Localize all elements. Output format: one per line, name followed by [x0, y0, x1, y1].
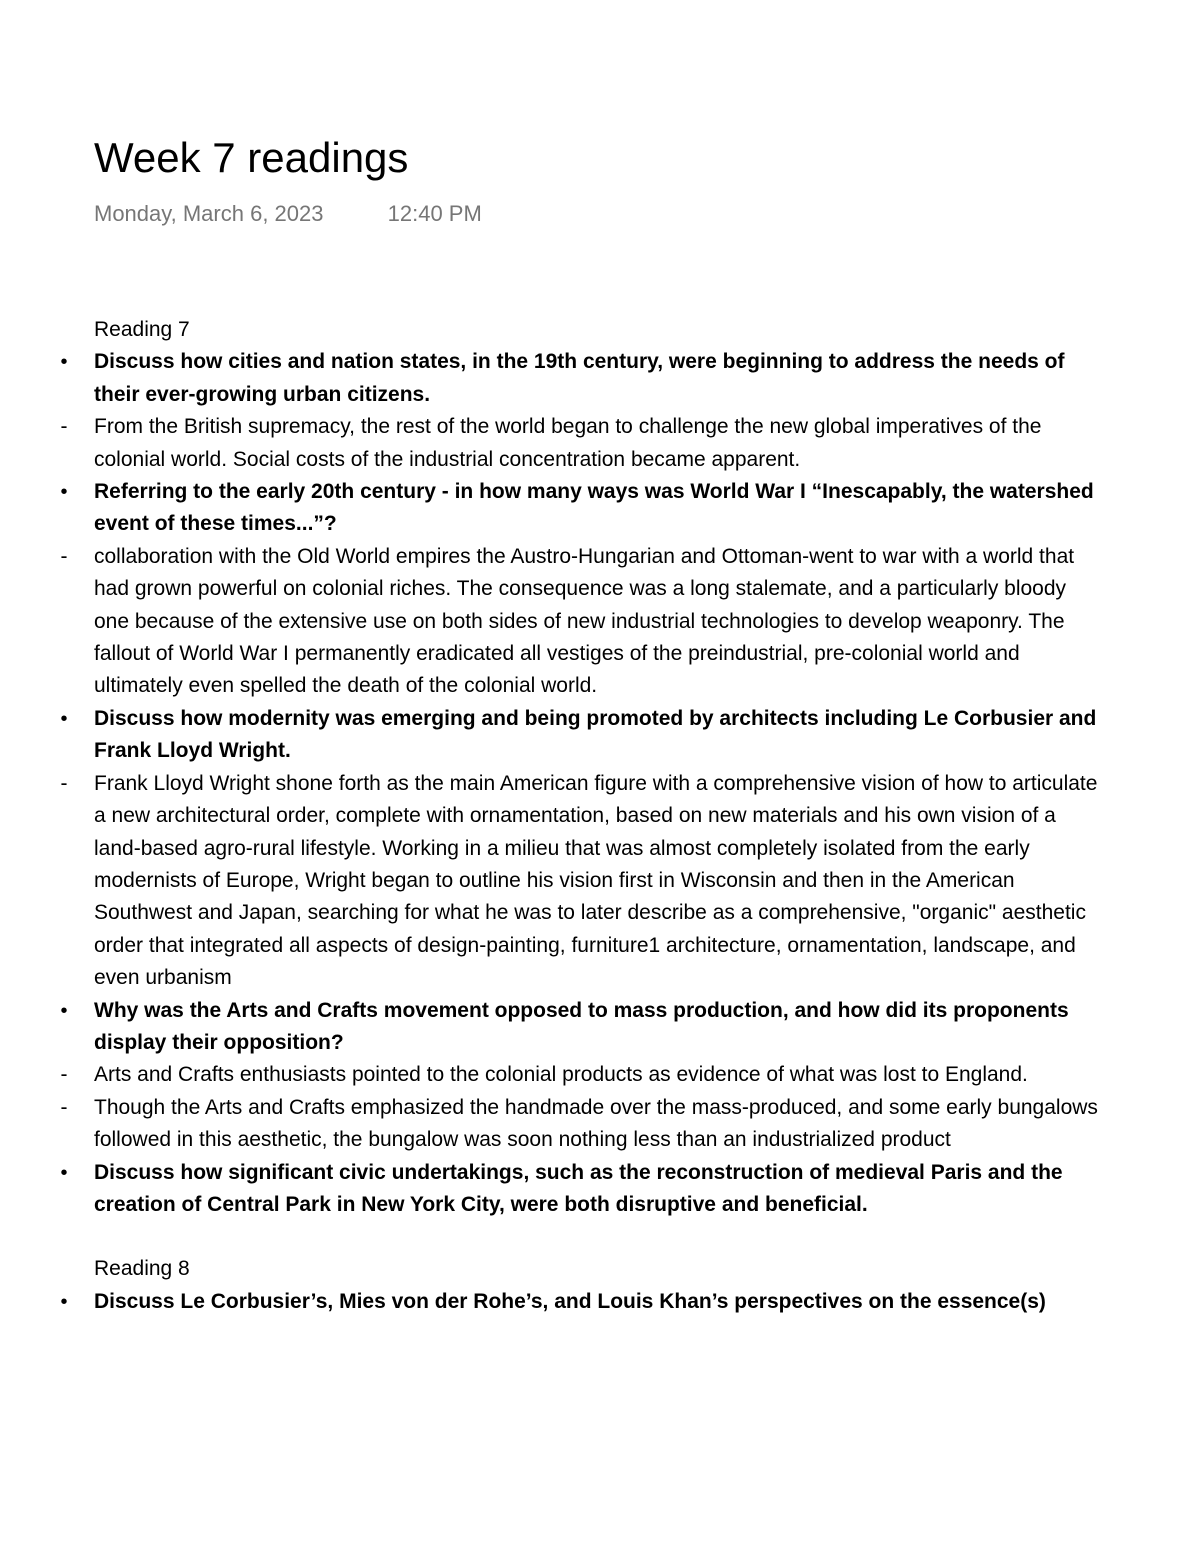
- question-item: [60, 1157, 1104, 1222]
- dash-marker: -: [60, 1095, 68, 1119]
- page-date: Monday, March 6, 2023: [94, 201, 324, 226]
- question-text: Discuss how significant civic undertakings, such as the reconstruction of medieval Paris and the creation of Central Park in New York City, were both disruptive and beneficial.: [94, 1160, 1063, 1216]
- dash-marker: -: [60, 544, 68, 568]
- question-text: Discuss how modernity was emerging and being promoted by architects including Le Corbusier and Frank Lloyd Wright.: [94, 706, 1097, 763]
- bullet-marker: •: [60, 481, 68, 504]
- bullet-marker: •: [60, 707, 68, 730]
- note-body: [60, 314, 1104, 1318]
- answer-text: collaboration with the Old World empires the Austro-Hungarian and Ottoman-went to war with a world that had grown powerful on colonial riches. The consequence was a long stalemate, and a particularly bloody one because of the extensive use on both sides of new industrial technologies to develop weaponry. The fallout of World War I permanently eradicated all vestiges of the preindustrial, pre-colonial world and ultimately even spelled the death of the colonial world.: [94, 544, 1075, 698]
- dash-marker: -: [60, 415, 68, 439]
- answer-text: Arts and Crafts enthusiasts pointed to the colonial products as evidence of what was lost to England.: [94, 1063, 1028, 1087]
- bullet-marker: •: [60, 351, 68, 374]
- dash-marker: -: [60, 1063, 68, 1087]
- page-title: Week 7 readings: [94, 134, 409, 181]
- page-timestamp: [94, 200, 482, 228]
- question-text: Discuss how cities and nation states, in the 19th century, were beginning to address the needs of their ever-growing urban citizens.: [94, 350, 1065, 406]
- bullet-marker: •: [60, 999, 68, 1022]
- section-heading-reading-8: Reading 8: [94, 1257, 190, 1281]
- dash-marker: -: [60, 771, 68, 795]
- question-item: [60, 703, 1104, 768]
- section-spacer: [94, 1221, 1104, 1253]
- question-item: [60, 346, 1104, 411]
- answer-item: [60, 541, 1104, 703]
- answer-text: Frank Lloyd Wright shone forth as the main American figure with a comprehensive vision of how to articulate a new architectural order, complete with ornamentation, based on new materials and his own vision of a land-based agro-rural lifestyle. Working in a milieu that was almost completely isolated from the early modernists of Europe, Wright began to outline his vision first in Wisconsin and then in the American Southwest and Japan, searching for what he was to later describe as a comprehensive, "organic" aesthetic order that integrated all aspects of design-painting, furniture1 architecture, ornamentation, landscape, and even urbanism: [94, 771, 1098, 990]
- question-text: Why was the Arts and Crafts movement opposed to mass production, and how did its proponents display their opposition?: [94, 998, 1069, 1054]
- bullet-marker: •: [60, 1290, 68, 1313]
- question-item: [60, 476, 1104, 541]
- question-item: [60, 1286, 1104, 1318]
- page-time: 12:40 PM: [387, 201, 482, 226]
- answer-item: [60, 411, 1104, 476]
- question-item: [60, 995, 1104, 1060]
- bullet-marker: •: [60, 1161, 68, 1184]
- question-text: Discuss Le Corbusier’s, Mies von der Rohe’s, and Louis Khan’s perspectives on the essence(s): [94, 1289, 1046, 1313]
- answer-item: [60, 1092, 1104, 1157]
- answer-item: [60, 1059, 1104, 1091]
- question-text: Referring to the early 20th century - in how many ways was World War I “Inescapably, the watershed event of these times...”?: [94, 480, 1094, 536]
- answer-item: [60, 768, 1104, 995]
- section-heading-reading-7: Reading 7: [94, 318, 190, 341]
- answer-text: From the British supremacy, the rest of the world began to challenge the new global imperatives of the colonial world. Social costs of the industrial concentration became apparent.: [94, 415, 1042, 471]
- answer-text: Though the Arts and Crafts emphasized the handmade over the mass-produced, and some early bungalows followed in this aesthetic, the bungalow was soon nothing less than an industrialized product: [94, 1095, 1098, 1152]
